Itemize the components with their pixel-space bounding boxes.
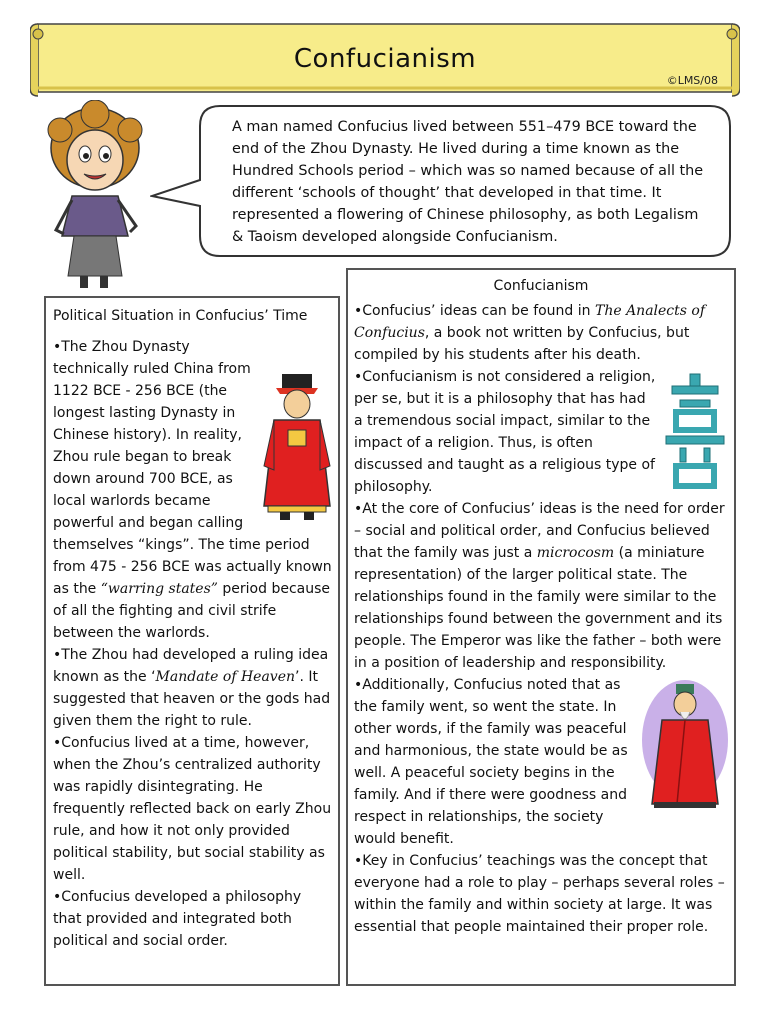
right-p3-italic: microcosm: [536, 545, 615, 561]
right-paragraph-4: •Additionally, Confucius noted that as the family went, so went the state. In other words, if the family was peaceful and harmonious, the state would be as well. A peaceful society begins in the family. And if there were goodness and respect in relationships, the society would benefit.: [354, 677, 628, 847]
confucius-illustration: [640, 678, 730, 814]
right-p1-end: , a book not written by Confucius, but compiled by his students after his death.: [354, 325, 690, 363]
left-p2-italic: Mandate of Heaven: [155, 669, 296, 685]
confucianism-panel: [346, 268, 736, 986]
political-situation-panel: [44, 296, 340, 986]
copyright-text: ©LMS/08: [666, 74, 718, 87]
right-p1-italic: The Analects of Confucius: [354, 303, 706, 341]
intro-paragraph: A man named Confucius lived between 551–479 BCE toward the end of the Zhou Dynasty. He lived during a time known as the Hundred Schools period – which was so named because of all the different ‘schools of thought’ that developed in that time. It represented a flowering of Chinese philosophy, as both Legalism & Taoism developed alongside Confucianism.: [232, 119, 704, 245]
right-paragraph-3: [354, 498, 728, 674]
confucianism-heading: Confucianism: [493, 278, 589, 294]
chinese-character-glyph: [662, 370, 728, 490]
page-title: Confucianism: [293, 44, 477, 74]
left-p1-end: period because of all the fighting and civil strife between the warlords.: [53, 581, 331, 641]
left-p2-start: •The Zhou had developed a ruling idea known as the ‘: [53, 647, 329, 685]
left-p2-end: ’. It suggested that heaven or the gods had given them the right to rule.: [53, 669, 331, 729]
right-paragraph-2: •Confucianism is not considered a religion, per se, but it is a philosophy that has had a tremendous social impact, similar to the impact of a religion. Thus, is often discussed and taught as a religious type of philosophy.: [354, 369, 656, 495]
title-scroll-banner: [30, 14, 740, 102]
political-situation-heading: Political Situation in Confucius’ Time: [53, 308, 308, 324]
right-paragraph-1: [354, 300, 728, 366]
left-p1-text: •The Zhou Dynasty technically ruled China from 1122 BCE - 256 BCE (the longest lasting Dynasty in Chinese history). In reality, Zhou rule began to break down around 700 BCE, as local warlords became powerful and began calling themselves “kings”. The time period from 475 - 256 BCE was actually known as the: [53, 339, 332, 597]
left-p1-italic: “warring states”: [100, 581, 218, 597]
emperor-illustration: [262, 370, 332, 522]
left-paragraph-4: •Confucius developed a philosophy that provided and integrated both political and social order.: [53, 889, 302, 949]
right-p1-start: •Confucius’ ideas can be found in: [354, 303, 595, 319]
right-paragraph-5: •Key in Confucius’ teachings was the concept that everyone had a role to play – perhaps several roles – within the family and within society at large. It was essential that people maintained their proper role.: [354, 853, 725, 935]
cartoon-girl-illustration: [40, 100, 150, 290]
left-paragraph-2: [53, 644, 332, 732]
right-p3-start: •At the core of Confucius’ ideas is the need for order – social and political order, and Confucius believed that the family was just a: [354, 501, 725, 561]
right-p3-end: (a miniature representation) of the larger political state. The relationships found in the family were similar to the relationships found between the government and its people. The Emperor was like the father – both were in a position of leadership and responsibility.: [354, 545, 723, 671]
left-paragraph-3: •Confucius lived at a time, however, when the Zhou’s centralized authority was rapidly disintegrating. He frequently reflected back on early Zhou rule, and how it not only provided political stability, but social stability as well.: [53, 735, 332, 883]
